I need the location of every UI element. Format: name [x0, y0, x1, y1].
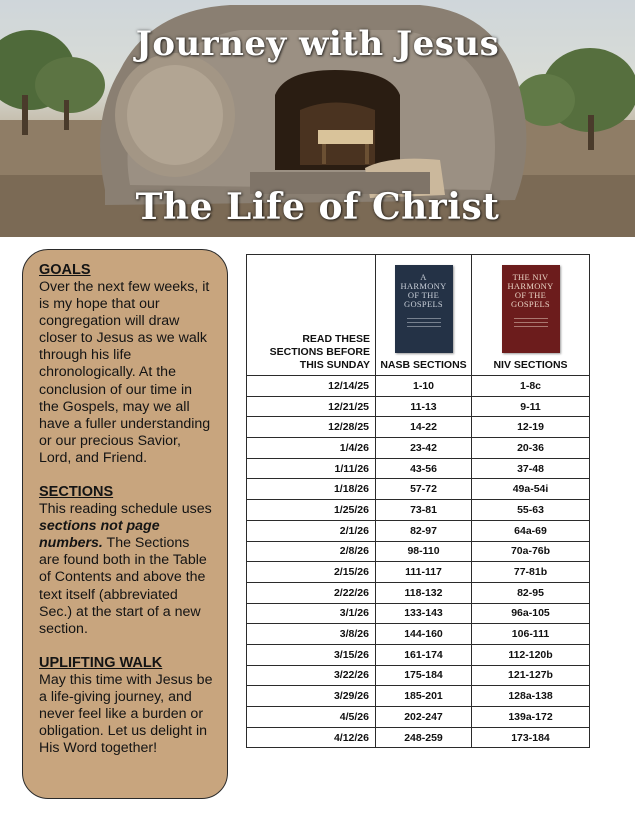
table-row	[247, 376, 590, 397]
cell-date: 3/15/26	[247, 644, 376, 665]
cell-nasb: 1-10	[376, 376, 472, 397]
cell-nasb: 202-247	[376, 707, 472, 728]
cell-date: 1/4/26	[247, 438, 376, 459]
header-niv	[472, 255, 590, 376]
cell-date: 3/1/26	[247, 603, 376, 624]
table-row	[247, 479, 590, 500]
cell-niv: 82-95	[472, 582, 590, 603]
nasb-cover-title: A HARMONY OF THE GOSPELS	[400, 272, 447, 309]
table-row	[247, 562, 590, 583]
cell-niv: 55-63	[472, 500, 590, 521]
cell-nasb: 98-110	[376, 541, 472, 562]
header-nasb-label: NASB SECTIONS	[380, 359, 467, 371]
cell-niv: 77-81b	[472, 562, 590, 583]
sections-text-1: This reading schedule uses	[39, 501, 212, 518]
cell-niv: 12-19	[472, 417, 590, 438]
table-header-row	[247, 255, 590, 376]
cell-niv: 139a-172	[472, 707, 590, 728]
goals-text: Over the next few weeks, it is my hope that our congregation will draw closer to Jesus as we walk through his life chronologically. At the conclusion of our time in the Gospels, may we all have a fuller understanding or our precious Savior, Lord, and Friend.	[39, 279, 211, 466]
uplifting-text: May this time with Jesus be a life-giving journey, and never feel like a burden or obligation. Let us delight in His Word together!	[39, 671, 213, 757]
cell-date: 2/15/26	[247, 562, 376, 583]
cell-nasb: 111-117	[376, 562, 472, 583]
cell-date: 3/22/26	[247, 665, 376, 686]
niv-cover-title: THE NIV HARMONY OF THE GOSPELS	[507, 272, 554, 309]
table-row	[247, 396, 590, 417]
cell-date: 3/8/26	[247, 624, 376, 645]
banner-title-life-of-christ: The Life of Christ	[135, 186, 500, 228]
cell-date: 1/11/26	[247, 458, 376, 479]
niv-book-cover	[502, 265, 560, 353]
header-date: READ THESE SECTIONS BEFORE THIS SUNDAY	[247, 255, 376, 376]
header-nasb	[376, 255, 472, 376]
cell-date: 2/1/26	[247, 520, 376, 541]
sections-emphasis: sections not page numbers.	[39, 518, 160, 552]
cell-date: 4/12/26	[247, 727, 376, 748]
table-row	[247, 458, 590, 479]
cell-niv: 70a-76b	[472, 541, 590, 562]
cell-niv: 9-11	[472, 396, 590, 417]
cell-nasb: 144-160	[376, 624, 472, 645]
sections-text-2: The Sections are found both in the Table of Contents and above the text itself (abbreviated Sec.) at the start of a new section.	[39, 535, 207, 637]
table-row	[247, 582, 590, 603]
cell-niv: 64a-69	[472, 520, 590, 541]
cell-date: 1/18/26	[247, 479, 376, 500]
cell-date: 12/14/25	[247, 376, 376, 397]
cell-nasb: 248-259	[376, 727, 472, 748]
banner	[0, 0, 635, 237]
banner-title-journey: Journey with Jesus	[135, 24, 500, 64]
cell-date: 3/29/26	[247, 686, 376, 707]
cell-niv: 173-184	[472, 727, 590, 748]
cell-nasb: 185-201	[376, 686, 472, 707]
table-row	[247, 520, 590, 541]
cell-niv: 106-111	[472, 624, 590, 645]
cell-nasb: 14-22	[376, 417, 472, 438]
table-row	[247, 665, 590, 686]
nasb-book-cover	[395, 265, 453, 353]
info-sidebar	[22, 249, 228, 799]
cell-nasb: 23-42	[376, 438, 472, 459]
cell-niv: 128a-138	[472, 686, 590, 707]
table-row	[247, 644, 590, 665]
sections-paragraph	[39, 501, 213, 638]
cell-niv: 37-48	[472, 458, 590, 479]
table-row	[247, 686, 590, 707]
cell-niv: 121-127b	[472, 665, 590, 686]
table-row	[247, 500, 590, 521]
schedule-body	[247, 376, 590, 748]
table-row	[247, 541, 590, 562]
cell-date: 4/5/26	[247, 707, 376, 728]
cell-niv: 96a-105	[472, 603, 590, 624]
table-row	[247, 438, 590, 459]
cell-nasb: 73-81	[376, 500, 472, 521]
cell-nasb: 118-132	[376, 582, 472, 603]
table-row	[247, 417, 590, 438]
goals-heading: GOALS	[39, 262, 91, 278]
cell-date: 1/25/26	[247, 500, 376, 521]
cell-date: 12/28/25	[247, 417, 376, 438]
cell-niv: 20-36	[472, 438, 590, 459]
sections-heading: SECTIONS	[39, 484, 114, 501]
cell-niv: 112-120b	[472, 644, 590, 665]
table-row	[247, 603, 590, 624]
cell-niv: 49a-54i	[472, 479, 590, 500]
table-row	[247, 727, 590, 748]
cell-nasb: 43-56	[376, 458, 472, 479]
table-row	[247, 624, 590, 645]
cell-nasb: 57-72	[376, 479, 472, 500]
cell-niv: 1-8c	[472, 376, 590, 397]
cell-nasb: 161-174	[376, 644, 472, 665]
cell-nasb: 175-184	[376, 665, 472, 686]
cell-nasb: 82-97	[376, 520, 472, 541]
cell-nasb: 133-143	[376, 603, 472, 624]
table-row	[247, 707, 590, 728]
cell-date: 2/22/26	[247, 582, 376, 603]
cell-date: 12/21/25	[247, 396, 376, 417]
uplifting-heading: UPLIFTING WALK	[39, 654, 163, 671]
reading-schedule-table	[246, 254, 590, 748]
cell-date: 2/8/26	[247, 541, 376, 562]
header-niv-label: NIV SECTIONS	[493, 359, 568, 371]
cell-nasb: 11-13	[376, 396, 472, 417]
